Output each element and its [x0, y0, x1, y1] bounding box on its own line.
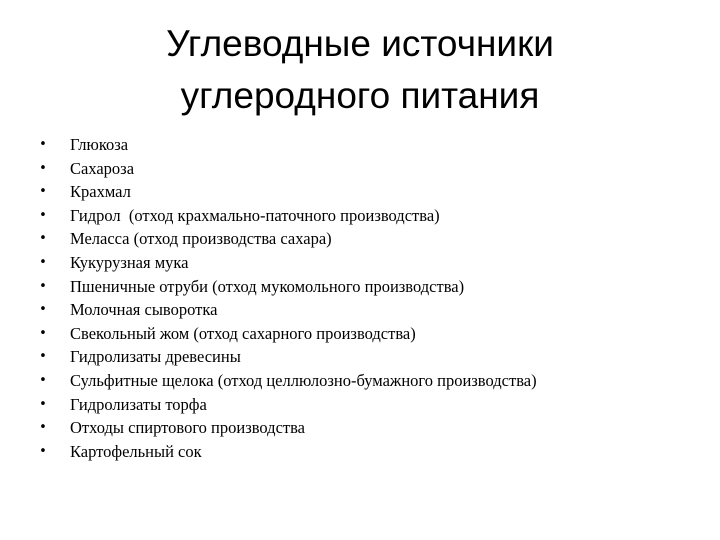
bullet-icon: •: [39, 184, 47, 200]
bullet-text: Свекольный жом (отход сахарного производства): [70, 323, 416, 343]
bullet-icon: •: [39, 420, 47, 436]
bullet-item: [36, 227, 696, 251]
bullet-icon: •: [39, 443, 47, 459]
bullet-icon: •: [39, 396, 47, 412]
bullet-icon: •: [39, 325, 47, 341]
bullet-item: [36, 298, 696, 322]
bullet-list: [36, 133, 696, 463]
bullet-item: [36, 204, 696, 228]
bullet-text: Сахароза: [70, 158, 135, 178]
bullet-item: [36, 345, 696, 369]
bullet-icon: •: [39, 207, 47, 223]
bullet-item: [36, 440, 696, 464]
bullet-text: Сульфитные щелока (отход целлюлозно-бумажного производства): [70, 370, 537, 390]
bullet-icon: •: [39, 231, 47, 247]
bullet-text: Гидролизаты древесины: [70, 347, 241, 367]
bullet-text: Пшеничные отруби (отход мукомольного производства): [70, 276, 465, 296]
bullet-text: Картофельный сок: [70, 441, 202, 461]
bullet-text: Меласса (отход производства сахара): [70, 229, 332, 249]
bullet-item: [36, 133, 696, 157]
bullet-item: [36, 416, 696, 440]
bullet-icon: •: [39, 160, 47, 176]
bullet-text: Глюкоза: [70, 135, 129, 154]
bullet-item: [36, 369, 696, 393]
bullet-item: [36, 157, 696, 181]
bullet-text: Гидролизаты торфа: [70, 394, 207, 414]
bullet-text: Гидрол (отход крахмально-паточного производства): [70, 205, 440, 225]
bullet-item: [36, 393, 696, 417]
slide-title-line-1: Углеводные источники: [166, 23, 554, 64]
bullet-icon: •: [39, 137, 47, 152]
bullet-icon: •: [39, 302, 47, 318]
bullet-icon: •: [39, 254, 47, 270]
bullet-item: [36, 251, 696, 275]
bullet-text: Отходы спиртового производства: [70, 418, 306, 438]
slide-title: [36, 18, 684, 122]
slide-title-line-2: углеродного питания: [180, 75, 540, 116]
bullet-item: [36, 322, 696, 346]
bullet-item: [36, 275, 696, 299]
bullet-item: [36, 180, 696, 204]
bullet-text: Кукурузная мука: [70, 252, 189, 272]
bullet-text: Крахмал: [70, 182, 131, 202]
bullet-icon: •: [39, 349, 47, 365]
bullet-text: Молочная сыворотка: [70, 300, 218, 320]
bullet-icon: •: [39, 278, 47, 294]
bullet-icon: •: [39, 372, 47, 388]
